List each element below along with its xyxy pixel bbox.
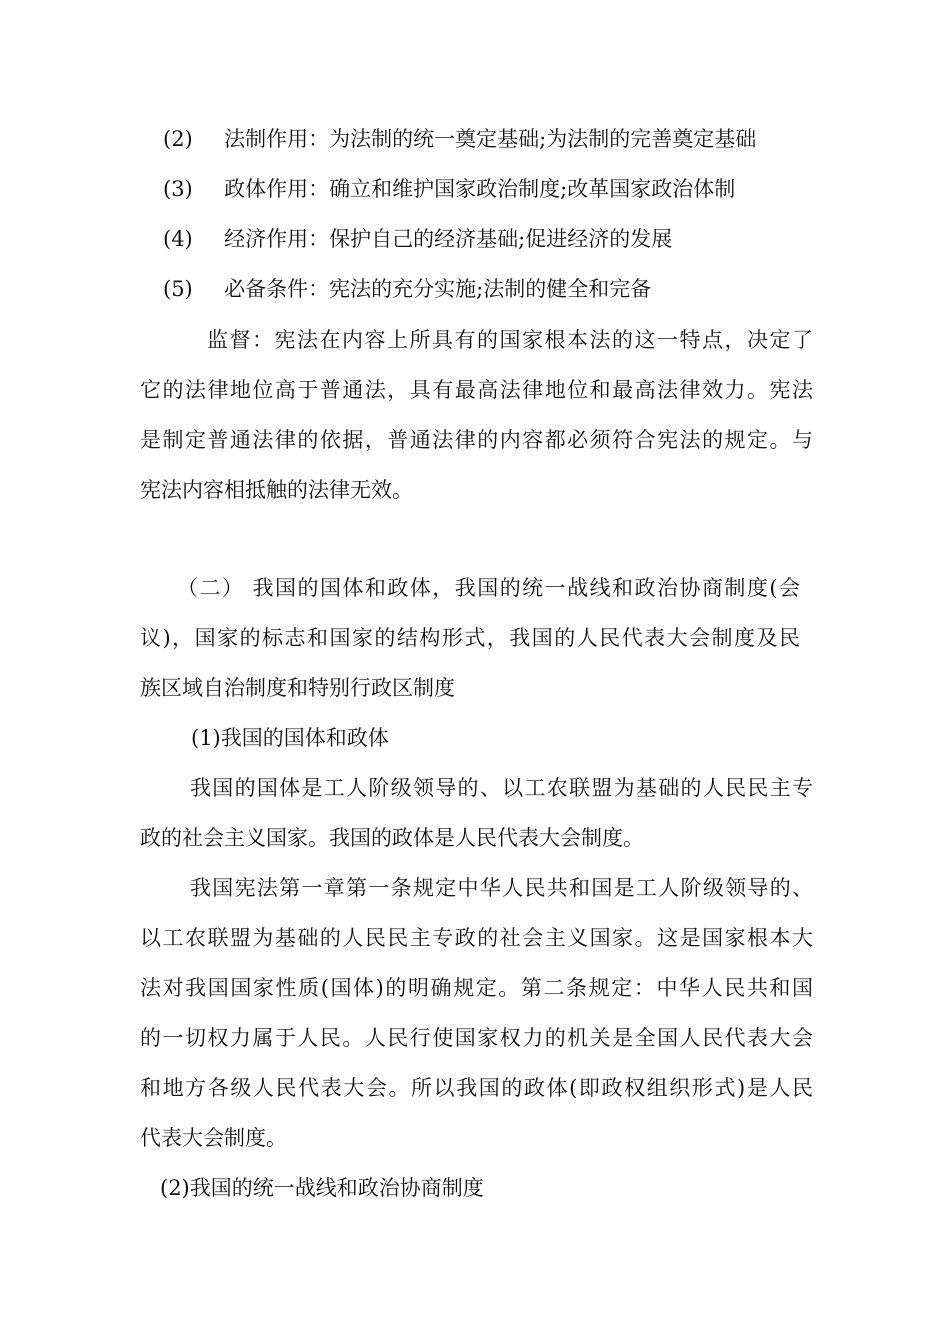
list-item-number: (5) (163, 277, 193, 301)
paragraph-line: 我国的国体是工人阶级领导的、以工农联盟为基础的人民民主专 (190, 776, 813, 800)
paragraph-line: 政的社会主义国家。我国的政体是人民代表大会制度。 (140, 826, 644, 850)
paragraph-line: 以工农联盟为基础的人民民主专政的社会主义国家。这是国家根本大 (140, 926, 813, 950)
paragraph-line: 它的法律地位高于普通法，具有最高法律地位和最高法律效力。宪法 (140, 378, 813, 402)
section-heading-line: 族区域自治制度和特别行政区制度 (140, 676, 455, 700)
list-item-text: 法制作用：为法制的统一奠定基础;为法制的完善奠定基础 (224, 127, 757, 151)
paragraph-line: 我国宪法第一章第一条规定中华人民共和国是工人阶级领导的、 (190, 876, 813, 900)
list-item-text: 经济作用：保护自己的经济基础;促进经济的发展 (224, 227, 673, 251)
list-item-number: (2) (163, 127, 193, 151)
section-heading-line: （二） 我国的国体和政体，我国的统一战线和政治协商制度(会 (177, 576, 800, 600)
list-item-number: (3) (163, 177, 193, 201)
list-item-text: 政体作用：确立和维护国家政治制度;改革国家政治体制 (224, 177, 736, 201)
paragraph-line: 是制定普通法律的依据，普通法律的内容都必须符合宪法的规定。与 (140, 428, 813, 452)
list-item (163, 179, 735, 200)
paragraph-line: 代表大会制度。 (140, 1126, 287, 1150)
sub-heading: (2)我国的统一战线和政治协商制度 (160, 1176, 484, 1200)
list-item-number: (4) (163, 227, 193, 251)
paragraph-line: 宪法内容相抵触的法律无效。 (140, 478, 413, 502)
paragraph-line: 的一切权力属于人民。人民行使国家权力的机关是全国人民代表大会 (140, 1026, 813, 1050)
paragraph-line: 和地方各级人民代表大会。所以我国的政体(即政权组织形式)是人民 (140, 1076, 813, 1100)
sub-heading: (1)我国的国体和政体 (191, 726, 389, 750)
paragraph-line: 法对我国国家性质(国体)的明确规定。第二条规定：中华人民共和国 (140, 976, 813, 1000)
list-item-text: 必备条件：宪法的充分实施;法制的健全和完备 (224, 277, 652, 301)
paragraph-line: 监督：宪法在内容上所具有的国家根本法的这一特点，决定了 (207, 328, 813, 352)
list-item (163, 279, 651, 300)
list-item (163, 229, 672, 250)
list-item (163, 129, 756, 150)
section-heading-line: 议)，国家的标志和国家的结构形式，我国的人民代表大会制度及民 (140, 626, 800, 650)
